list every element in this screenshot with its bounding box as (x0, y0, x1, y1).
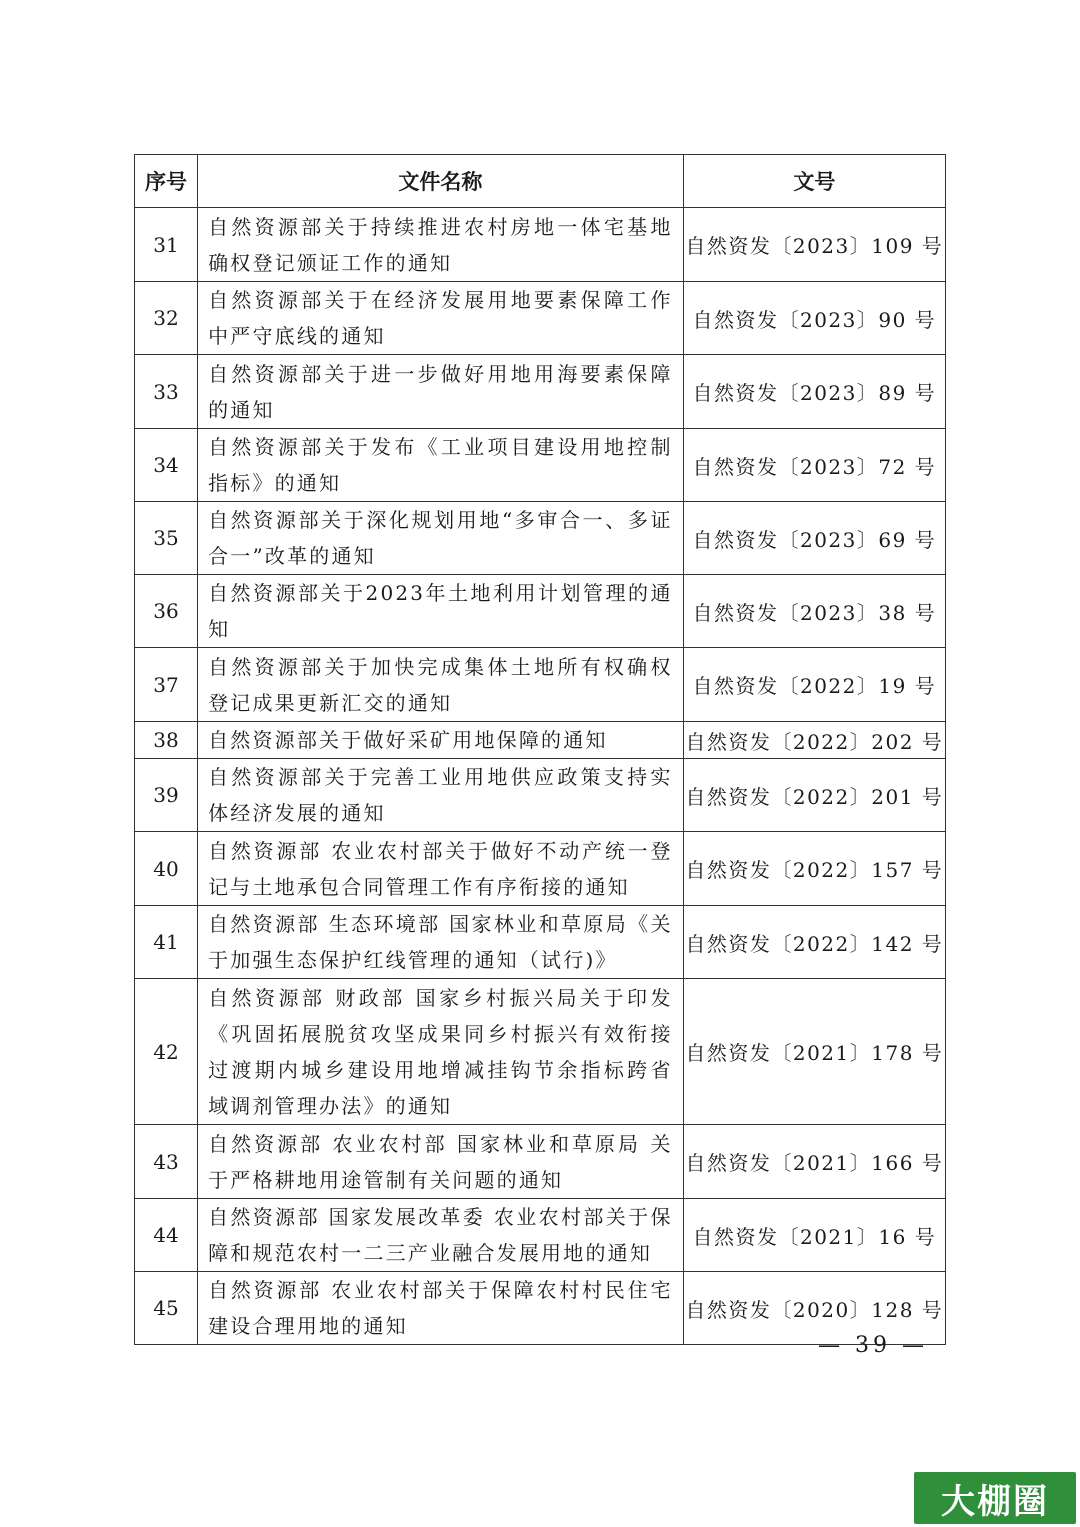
row-file-name: 自然资源部关于深化规划用地“多审合一、多证合一”改革的通知 (198, 502, 684, 575)
row-doc-number: 自然资发〔2023〕38 号 (683, 575, 945, 648)
row-doc-number: 自然资发〔2023〕90 号 (683, 282, 945, 355)
row-file-name: 自然资源部关于发布《工业项目建设用地控制指标》的通知 (198, 429, 684, 502)
header-num: 文号 (683, 155, 945, 208)
document-table (134, 154, 946, 1345)
row-seq: 38 (135, 722, 198, 759)
row-seq: 44 (135, 1199, 198, 1272)
table-row (135, 575, 946, 648)
row-doc-number: 自然资发〔2022〕19 号 (683, 648, 945, 722)
table-row (135, 429, 946, 502)
logo-text: 大棚圈 (941, 1481, 1049, 1522)
row-doc-number: 自然资发〔2023〕69 号 (683, 502, 945, 575)
row-seq: 41 (135, 906, 198, 979)
row-seq: 35 (135, 502, 198, 575)
row-file-name: 自然资源部关于进一步做好用地用海要素保障的通知 (198, 355, 684, 429)
row-seq: 45 (135, 1272, 198, 1345)
table-row (135, 1199, 946, 1272)
row-seq: 37 (135, 648, 198, 722)
table-row (135, 832, 946, 906)
row-seq: 32 (135, 282, 198, 355)
row-seq: 36 (135, 575, 198, 648)
row-seq: 33 (135, 355, 198, 429)
row-doc-number: 自然资发〔2022〕142 号 (683, 906, 945, 979)
table-body (135, 208, 946, 1345)
table-row (135, 906, 946, 979)
row-file-name: 自然资源部关于持续推进农村房地一体宅基地确权登记颁证工作的通知 (198, 208, 684, 282)
row-file-name: 自然资源部 农业农村部 国家林业和草原局 关于严格耕地用途管制有关问题的通知 (198, 1125, 684, 1199)
table-row (135, 979, 946, 1125)
row-doc-number: 自然资发〔2023〕109 号 (683, 208, 945, 282)
table-header-row (135, 155, 946, 208)
row-doc-number: 自然资发〔2022〕202 号 (683, 722, 945, 759)
row-seq: 39 (135, 759, 198, 832)
row-file-name: 自然资源部 生态环境部 国家林业和草原局《关于加强生态保护红线管理的通知（试行)》 (198, 906, 684, 979)
row-file-name: 自然资源部关于在经济发展用地要素保障工作中严守底线的通知 (198, 282, 684, 355)
row-doc-number: 自然资发〔2023〕72 号 (683, 429, 945, 502)
row-file-name: 自然资源部 国家发展改革委 农业农村部关于保障和规范农村一二三产业融合发展用地的通知 (198, 1199, 684, 1272)
row-file-name: 自然资源部关于加快完成集体土地所有权确权登记成果更新汇交的通知 (198, 648, 684, 722)
row-doc-number: 自然资发〔2021〕166 号 (683, 1125, 945, 1199)
row-file-name: 自然资源部 农业农村部关于保障农村村民住宅建设合理用地的通知 (198, 1272, 684, 1345)
row-seq: 31 (135, 208, 198, 282)
table-row (135, 355, 946, 429)
row-seq: 40 (135, 832, 198, 906)
row-seq: 34 (135, 429, 198, 502)
row-file-name: 自然资源部关于2023年土地利用计划管理的通知 (198, 575, 684, 648)
table-row (135, 502, 946, 575)
row-doc-number: 自然资发〔2020〕128 号 (683, 1272, 945, 1345)
table-row (135, 759, 946, 832)
table-row (135, 648, 946, 722)
table-row (135, 282, 946, 355)
table-row (135, 1125, 946, 1199)
row-file-name: 自然资源部 财政部 国家乡村振兴局关于印发《巩固拓展脱贫攻坚成果同乡村振兴有效衔接过渡期内城乡建设用地增减挂钩节余指标跨省域调剂管理办法》的通知 (198, 979, 684, 1125)
table-row (135, 722, 946, 759)
header-seq: 序号 (135, 155, 198, 208)
row-doc-number: 自然资发〔2021〕178 号 (683, 979, 945, 1125)
watermark-logo (914, 1472, 1076, 1524)
row-doc-number: 自然资发〔2022〕201 号 (683, 759, 945, 832)
page-number: — 39 — (818, 1333, 928, 1358)
row-doc-number: 自然资发〔2021〕16 号 (683, 1199, 945, 1272)
table-row (135, 208, 946, 282)
row-doc-number: 自然资发〔2023〕89 号 (683, 355, 945, 429)
row-doc-number: 自然资发〔2022〕157 号 (683, 832, 945, 906)
row-file-name: 自然资源部 农业农村部关于做好不动产统一登记与土地承包合同管理工作有序衔接的通知 (198, 832, 684, 906)
row-file-name: 自然资源部关于完善工业用地供应政策支持实体经济发展的通知 (198, 759, 684, 832)
row-file-name: 自然资源部关于做好采矿用地保障的通知 (198, 722, 684, 759)
row-seq: 43 (135, 1125, 198, 1199)
row-seq: 42 (135, 979, 198, 1125)
header-name: 文件名称 (198, 155, 684, 208)
